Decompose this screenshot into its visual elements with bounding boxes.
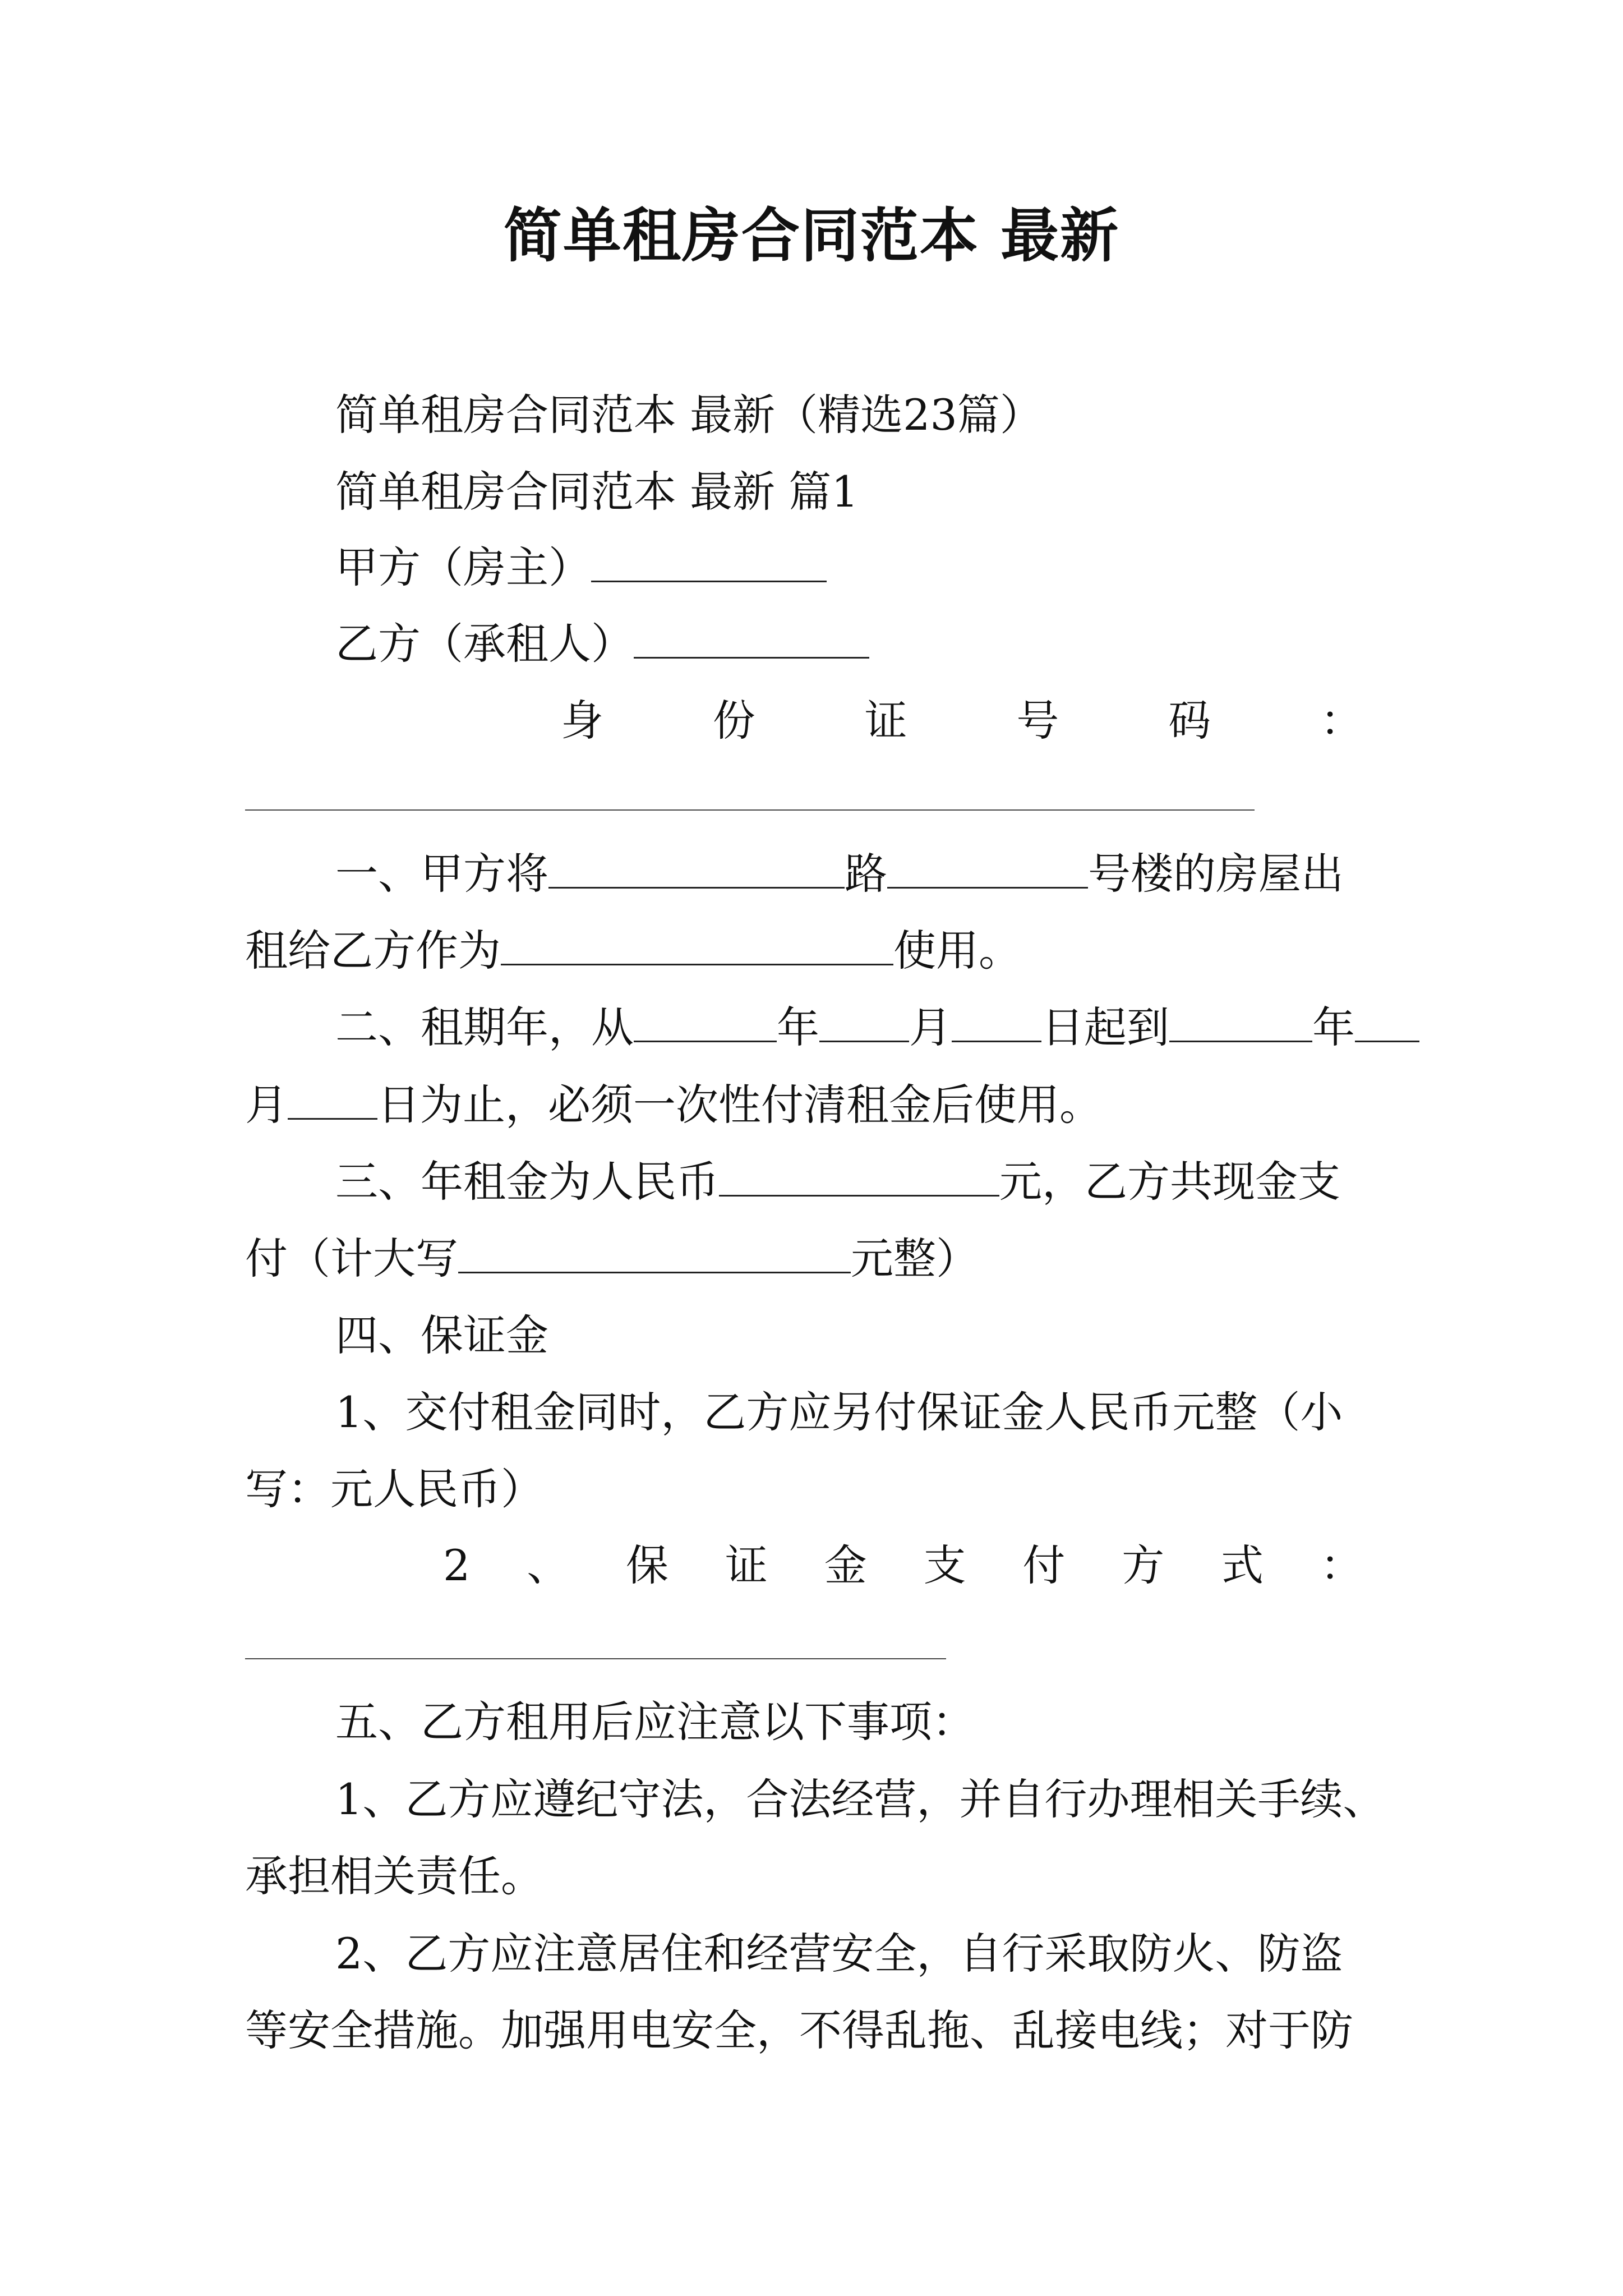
clause-text: 年 [1312, 1002, 1355, 1052]
clause-text: 租给乙方作为 [245, 926, 501, 976]
clause-text: 二、租期年，从 [335, 1002, 634, 1052]
deposit-char: 保 [626, 1540, 669, 1590]
end-day-blank [288, 1082, 377, 1120]
deposit-char: 式 [1221, 1540, 1264, 1590]
end-month-blank [1355, 1005, 1419, 1042]
clause-5-2-line-1: 2、乙方应注意居住和经营安全，自行采取防火、防盗 [335, 1929, 1343, 1978]
subtitle-line: 简单租房合同范本 最新（精选23篇） [335, 390, 1043, 440]
id-char: 号 [1016, 696, 1059, 746]
clause-2-line-1 [335, 1000, 1419, 1056]
deposit-char: 付 [1022, 1540, 1066, 1590]
deposit-char: 方 [1122, 1540, 1165, 1590]
clause-text: 路 [845, 849, 887, 899]
clause-text: 月 [245, 1080, 288, 1130]
rent-amount-blank [719, 1159, 999, 1197]
clause-text: 三、年租金为人民币 [335, 1157, 719, 1207]
id-char: 份 [712, 696, 755, 746]
clause-text: 月 [909, 1002, 952, 1052]
party-b-blank [634, 621, 869, 659]
deposit-char: 2 [443, 1540, 471, 1590]
clause-text: 使用。 [893, 926, 1021, 976]
clause-4-1-line-1: 1、交付租金同时，乙方应另付保证金人民币元整（小 [335, 1387, 1343, 1437]
start-year-blank [634, 1005, 777, 1042]
deposit-method-line [443, 1538, 1363, 1594]
deposit-char: ： [1320, 1540, 1363, 1590]
clause-5-2-line-2: 等安全措施。加强用电安全，不得乱拖、乱接电线；对于防 [245, 2005, 1353, 2055]
end-year-blank [1169, 1005, 1312, 1042]
clause-5-1-line-2: 承担相关责任。 [245, 1851, 543, 1901]
rent-words-blank [458, 1236, 851, 1273]
clause-1-line-2 [245, 923, 1021, 979]
clause-text: 号楼的房屋出 [1088, 849, 1344, 899]
clause-5-1-line-1: 1、乙方应遵纪守法，合法经营，并自行办理相关手续、 [335, 1774, 1386, 1824]
deposit-char: 证 [725, 1540, 768, 1590]
id-number-rule [245, 809, 1255, 811]
party-a-label: 甲方（房主） [335, 542, 591, 592]
id-char: 码 [1168, 696, 1211, 746]
id-char: 证 [864, 696, 907, 746]
building-blank [887, 851, 1088, 889]
clause-text: 元整） [851, 1234, 979, 1283]
road-blank [548, 851, 845, 889]
party-a-blank [591, 545, 827, 582]
start-day-blank [952, 1005, 1041, 1042]
start-month-blank [819, 1005, 909, 1042]
clause-3-line-2 [245, 1231, 979, 1287]
deposit-char: 、 [527, 1540, 570, 1590]
party-a-line [335, 540, 827, 596]
clause-text: 年 [777, 1002, 819, 1052]
section-heading: 简单租房合同范本 最新 篇1 [335, 467, 859, 517]
usage-blank [501, 928, 893, 965]
id-char: ： [1320, 696, 1363, 746]
page-title: 简单租房合同范本 最新 [503, 201, 1120, 270]
clause-5-heading: 五、乙方租用后应注意以下事项： [335, 1697, 975, 1747]
clause-4-1-line-2: 写：元人民币） [245, 1464, 543, 1514]
clause-text: 日起到 [1041, 1002, 1169, 1052]
clause-text: 付（计大写 [245, 1234, 458, 1283]
deposit-char: 金 [824, 1540, 867, 1590]
clause-1-line-1 [335, 846, 1344, 902]
party-b-label: 乙方（承租人） [335, 619, 634, 669]
id-char: 身 [561, 696, 603, 746]
clause-text: 元，乙方共现金支 [999, 1157, 1340, 1207]
deposit-method-rule [245, 1658, 946, 1659]
clause-text: 一、甲方将 [335, 849, 548, 899]
deposit-char: 支 [923, 1540, 966, 1590]
clause-4-heading: 四、保证金 [335, 1310, 548, 1360]
id-number-line [561, 693, 1363, 749]
party-b-line [335, 616, 869, 672]
clause-3-line-1 [335, 1154, 1340, 1210]
clause-2-line-2 [245, 1077, 1102, 1133]
clause-text: 日为止，必须一次性付清租金后使用。 [377, 1080, 1102, 1130]
